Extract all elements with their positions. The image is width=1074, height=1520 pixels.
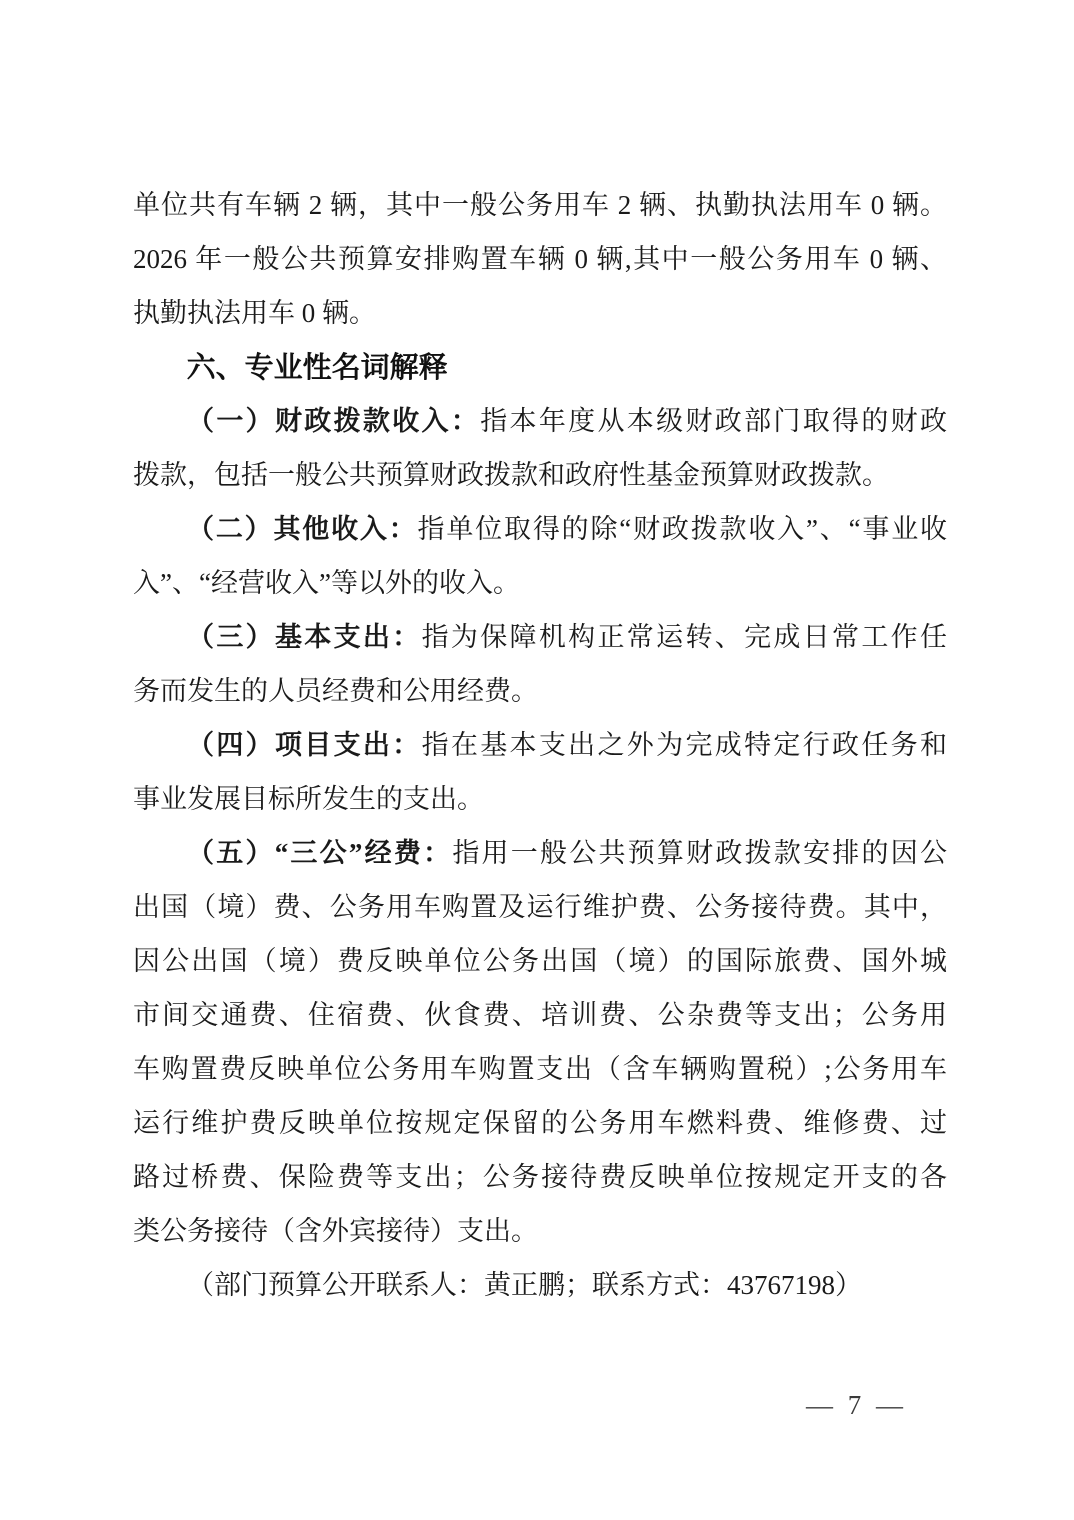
term-definition-text: 指本年度从本级财政部门取得的财政 — [480, 406, 947, 436]
section-heading: 六、专业性名词解释 — [186, 350, 448, 384]
term-first-line — [133, 826, 947, 880]
term-label: （一）财政拨款收入： — [187, 406, 481, 436]
term-definition-text: 指在基本支出之外为完成特定行政任务和 — [421, 730, 947, 760]
text-line: 执勤执法用车 0 辆。 — [133, 298, 376, 328]
term-label: （二）其他收入： — [187, 514, 418, 544]
text-line: 入”、“经营收入”等以外的收入。 — [133, 568, 520, 598]
term-first-line — [133, 610, 947, 664]
term-definition-text: 指单位取得的除“财政拨款收入”、“事业收 — [417, 514, 947, 544]
text-line: 运行维护费反映单位按规定保留的公务用车燃料费、维修费、过 — [133, 1108, 947, 1138]
term-first-line — [133, 502, 947, 556]
text-line: 类公务接待（含外宾接待）支出。 — [133, 1216, 538, 1246]
text-line: 2026 年一般公共预算安排购置车辆 0 辆,其中一般公务用车 0 辆、 — [133, 244, 947, 274]
page-number: — 7 — — [806, 1390, 907, 1420]
text-line: 事业发展目标所发生的支出。 — [133, 784, 484, 814]
text-line: 务而发生的人员经费和公用经费。 — [133, 676, 538, 706]
term-label: （四）项目支出： — [187, 730, 422, 760]
term-definition-text: 指用一般公共预算财政拨款安排的因公 — [452, 838, 947, 868]
term-label: （五）“三公”经费： — [187, 838, 453, 868]
term-definition-text: 指为保障机构正常运转、完成日常工作任 — [421, 622, 947, 652]
text-line: 路过桥费、保险费等支出；公务接待费反映单位按规定开支的各 — [133, 1162, 947, 1192]
text-line: 出国（境）费、公务用车购置及运行维护费、公务接待费。其中， — [133, 892, 947, 922]
contact-line: （部门预算公开联系人：黄正鹏；联系方式：43767198） — [187, 1270, 862, 1300]
text-line: 单位共有车辆 2 辆，其中一般公务用车 2 辆、执勤执法用车 0 辆。 — [133, 190, 947, 220]
document-body — [133, 178, 947, 1312]
term-label: （三）基本支出： — [187, 622, 422, 652]
text-line: 因公出国（境）费反映单位公务出国（境）的国际旅费、国外城 — [133, 946, 947, 976]
term-first-line — [133, 718, 947, 772]
text-line: 车购置费反映单位公务用车购置支出（含车辆购置税）;公务用车 — [133, 1054, 947, 1084]
text-line: 市间交通费、住宿费、伙食费、培训费、公杂费等支出；公务用 — [133, 1000, 947, 1030]
text-line: 拨款，包括一般公共预算财政拨款和政府性基金预算财政拨款。 — [133, 460, 889, 490]
term-first-line — [133, 394, 947, 448]
